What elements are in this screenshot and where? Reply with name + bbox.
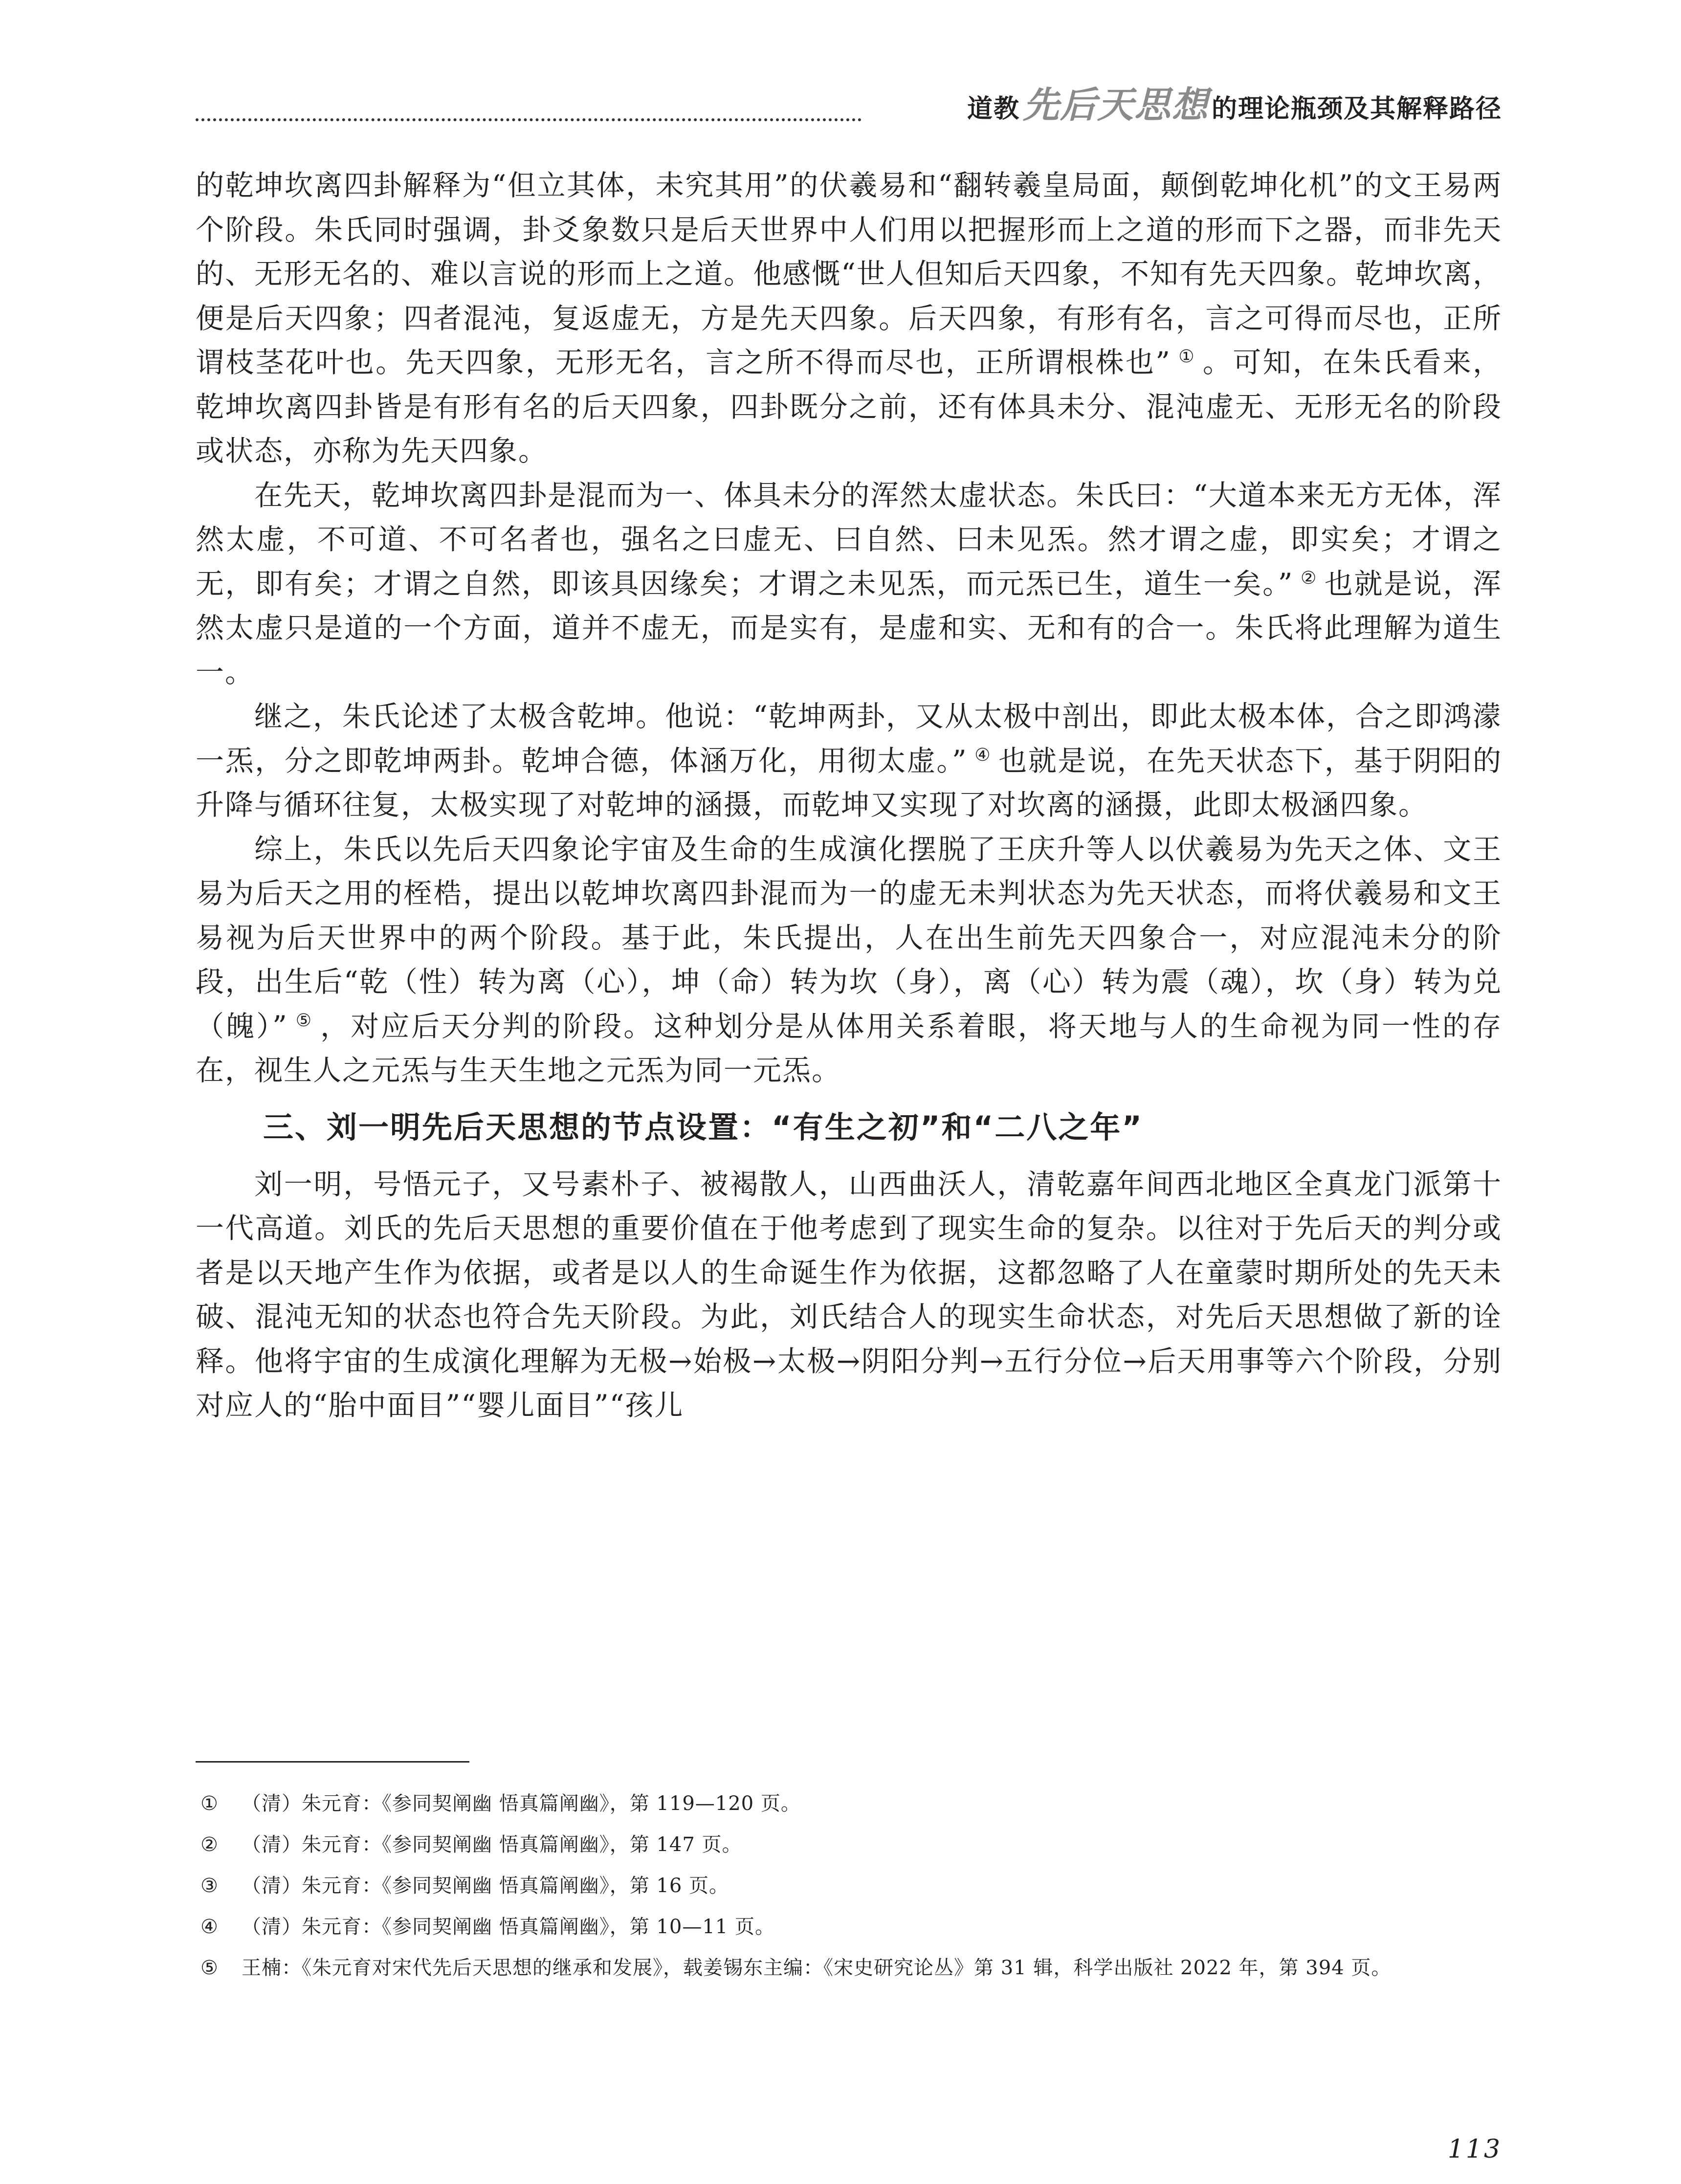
footnotes bbox=[200, 1790, 1502, 1996]
footnote-item bbox=[200, 1914, 1502, 1940]
footnote-item bbox=[200, 1873, 1502, 1899]
paragraph-text: 综上，朱氏以先后天四象论宇宙及生命的生成演化摆脱了王庆升等人以伏羲易为先天之体、文王易为后天之用的桎梏，提出以乾坤坎离四卦混而为一的虚无未判状态为先天状态，而将伏羲易和文王易视为后天世界中的两个阶段。基于此，朱氏提出，人在出生前先天四象合一，对应混沌未分的阶段，出生后“乾（性）转为离（心），坤（命）转为坎（身），离（心）转为震（魂），坎（身）转为兑（魄）” bbox=[196, 832, 1502, 1043]
body-text bbox=[196, 163, 1502, 1428]
header-title-prefix: 道教 bbox=[967, 94, 1020, 124]
footnote-mark: ② bbox=[200, 1833, 219, 1856]
paragraph-1 bbox=[196, 163, 1502, 473]
footnote-mark: ① bbox=[200, 1792, 219, 1815]
footnote-item bbox=[200, 1831, 1502, 1858]
footnote-text: （清）朱元育：《参同契阐幽 悟真篇阐幽》，第 16 页。 bbox=[242, 1875, 730, 1897]
paragraph-text: 。可知，在朱氏看来，乾坤坎离四卦皆是有形有名的后天四象，四卦既分之前，还有体具未分、混沌虚无、无形无名的阶段或状态，亦称为先天四象。 bbox=[196, 346, 1502, 467]
paragraph-text: 也就是说，浑然太虚只是道的一个方面，道并不虚无，而是实有，是虚和实、无和有的合一。朱氏将此理解为道生一。 bbox=[196, 567, 1502, 689]
paragraph-text: 也就是说，在先天状态下，基于阴阳的升降与循环往复，太极实现了对乾坤的涵摄，而乾坤又实现了对坎离的涵摄，此即太极涵四象。 bbox=[196, 744, 1502, 821]
running-header bbox=[196, 82, 1502, 131]
footnote-ref: ① bbox=[1177, 347, 1196, 367]
footnote-ref: ④ bbox=[974, 745, 992, 765]
paragraph-3 bbox=[196, 694, 1502, 827]
page-number: 113 bbox=[1447, 2135, 1502, 2164]
footnote-ref: ② bbox=[1300, 568, 1318, 588]
paragraph-text: ，对应后天分判的阶段。这种划分是从体用关系着眼，将天地与人的生命视为同一性的存在，视生人之元炁与生天生地之元炁为同一元炁。 bbox=[196, 1009, 1502, 1087]
header-title-suffix: 的理论瓶颈及其解释路径 bbox=[1211, 94, 1502, 124]
footnote-item bbox=[200, 1955, 1502, 1981]
footnote-text: 王楠：《朱元育对宋代先后天思想的继承和发展》，载姜锡东主编：《宋史研究论丛》第 31 辑，科学出版社 2022 年，第 394 页。 bbox=[242, 1957, 1392, 1979]
footnote-mark: ⑤ bbox=[200, 1957, 219, 1979]
footnote-ref: ⑤ bbox=[294, 1010, 314, 1031]
footnote-mark: ④ bbox=[200, 1916, 219, 1938]
header-title-emphasis: 先后天思想 bbox=[1022, 84, 1209, 126]
footnote-item bbox=[200, 1790, 1502, 1817]
paragraph-text: 的乾坤坎离四卦解释为“但立其体，未究其用”的伏羲易和“翻转羲皇局面，颠倒乾坤化机”的文王易两个阶段。朱氏同时强调，卦爻象数只是后天世界中人们用以把握形而上之道的形而下之器，而非先天的、无形无名的、难以言说的形而上之道。他感慨“世人但知后天四象，不知有先天四象。乾坤坎离，便是后天四象；四者混沌，复返虚无，方是先天四象。后天四象，有形有名，言之可得而尽也，正所谓枝茎花叶也。先天四象，无形无名，言之所不得而尽也，正所谓根株也” bbox=[196, 169, 1502, 379]
footnote-divider bbox=[196, 1761, 469, 1763]
paragraph-text: 继之，朱氏论述了太极含乾坤。他说：“乾坤两卦，又从太极中剖出，即此太极本体，合之即鸿濛一炁，分之即乾坤两卦。乾坤合德，体涵万化，用彻太虚。” bbox=[196, 700, 1502, 777]
header-dotted-leader bbox=[196, 118, 862, 121]
paragraph-2 bbox=[196, 473, 1502, 695]
footnote-mark: ③ bbox=[200, 1875, 219, 1897]
footnote-text: （清）朱元育：《参同契阐幽 悟真篇阐幽》，第 119—120 页。 bbox=[242, 1792, 801, 1815]
paragraph-5: 刘一明，号悟元子，又号素朴子、被褐散人，山西曲沃人，清乾嘉年间西北地区全真龙门派第十一代高道。刘氏的先后天思想的重要价值在于他考虑到了现实生命的复杂。以往对于先后天的判分或者是以天地产生作为依据，或者是以人的生命诞生作为依据，这都忽略了人在童蒙时期所处的先天未破、混沌无知的状态也符合先天阶段。为此，刘氏结合人的现实生命状态，对先后天思想做了新的诠释。他将宇宙的生成演化理解为无极→始极→太极→阴阳分判→五行分位→后天用事等六个阶段，分别对应人的“胎中面目”“婴儿面目”“孩儿 bbox=[196, 1167, 1502, 1422]
header-title bbox=[967, 76, 1502, 128]
paragraph-text: 在先天，乾坤坎离四卦是混而为一、体具未分的浑然太虚状态。朱氏曰：“大道本来无方无体，浑然太虚，不可道、不可名者也，强名之曰虚无、曰自然、曰未见炁。然才谓之虚，即实矣；才谓之无，即有矣；才谓之自然，即该具因缘矣；才谓之未见炁，而元炁已生，道生一矣。” bbox=[196, 478, 1502, 600]
footnote-text: （清）朱元育：《参同契阐幽 悟真篇阐幽》，第 10—11 页。 bbox=[242, 1916, 775, 1938]
footnote-text: （清）朱元育：《参同契阐幽 悟真篇阐幽》，第 147 页。 bbox=[242, 1833, 742, 1856]
paragraph-4 bbox=[196, 827, 1502, 1093]
section-heading: 三、刘一明先后天思想的节点设置：“有生之初”和“二八之年” bbox=[263, 1109, 1143, 1145]
